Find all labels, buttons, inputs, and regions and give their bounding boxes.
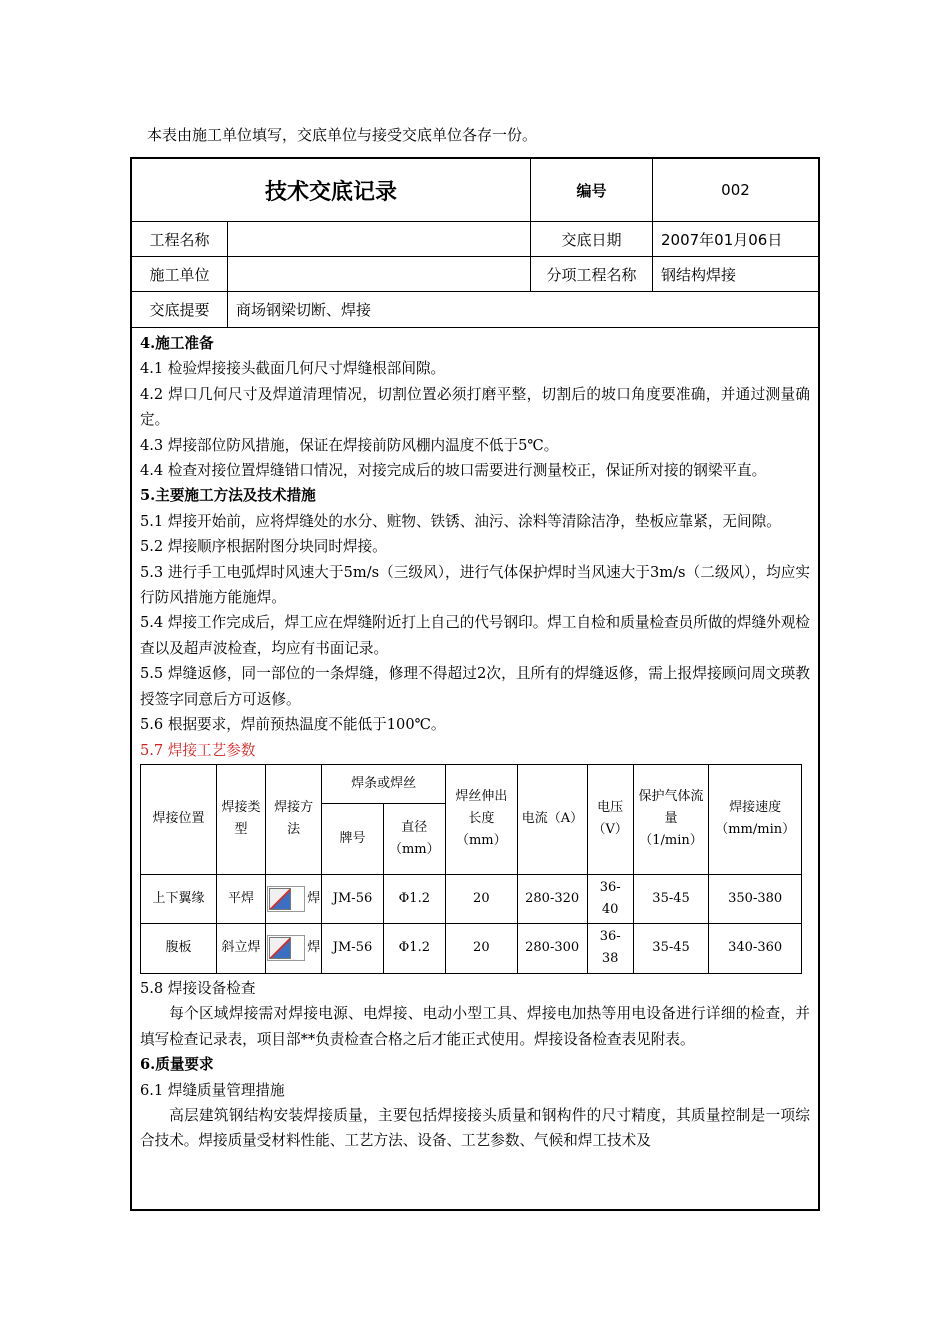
method-text: 焊 — [307, 890, 321, 906]
form-title: 技术交底记录 — [264, 179, 397, 205]
table-row — [141, 923, 802, 973]
th-current: 电流（A） — [517, 764, 587, 874]
cell-voltage: 36-40 — [587, 874, 633, 923]
briefing-content — [140, 331, 810, 1154]
th-voltage: 电压（V） — [587, 764, 633, 874]
section-5-4: 5.4 焊接工作完成后，焊工应在焊缝附近打上自己的代号钢印。焊工自检和质量检查员所做的焊缝外观检查以及超声波检查，均应有书面记录。 — [140, 614, 810, 657]
th-brand: 牌号 — [322, 803, 383, 874]
method-text: 焊 — [307, 940, 321, 956]
section-6-1-title: 6.1 焊缝质量管理措施 — [140, 1081, 285, 1099]
section-4-1: 4.1 检验焊接接头截面几何尺寸焊缝根部间隙。 — [140, 360, 446, 378]
cell-type: 斜立焊 — [217, 923, 266, 973]
welding-parameter-table — [140, 764, 802, 974]
cell-current: 280-300 — [517, 923, 587, 973]
summary-value: 商场钢梁切断、焊接 — [227, 292, 818, 327]
cell-stickout: 20 — [445, 874, 517, 923]
number-label: 编号 — [530, 159, 652, 221]
contractor-label: 施工单位 — [149, 265, 210, 284]
section-5-7-title: 5.7 焊接工艺参数 — [140, 741, 256, 759]
cell-gas: 35-45 — [633, 874, 709, 923]
summary-row — [132, 292, 818, 328]
section-5-title: 5.主要施工方法及技术措施 — [140, 487, 316, 505]
th-diameter: 直径（mm） — [383, 803, 445, 874]
cell-position: 上下翼缘 — [141, 874, 217, 923]
title-row — [132, 159, 818, 222]
section-4-title: 4.施工准备 — [140, 335, 214, 352]
form-instruction-note: 本表由施工单位填写，交底单位与接受交底单位各存一份。 — [147, 126, 538, 144]
section-4-2: 4.2 焊口几何尺寸及焊道清理情况，切割位置必须打磨平整，切割后的坡口角度要准确，并通过测量确定。 — [140, 385, 810, 429]
cell-type: 平焊 — [217, 874, 266, 923]
section-5-8-text: 每个区域焊接需对焊接电源、电焊接、电动小型工具、焊接电加热等用电设备进行详细的检查，并填写检查记录表，项目部**负责检查合格之后才能正式使用。焊接设备检查表见附表。 — [140, 1005, 810, 1048]
th-type: 焊接类型 — [217, 764, 266, 874]
cell-speed: 340-360 — [709, 923, 802, 973]
section-5-3: 5.3 进行手工电弧焊时风速大于5m/s（三级风），进行气体保护焊时当风速大于3m/s（二级风），均应实行防风措施方能施焊。 — [140, 563, 810, 607]
section-4-4: 4.4 检查对接位置焊缝错口情况，对接完成后的坡口需要进行测量校正，保证所对接的钢梁平直。 — [140, 462, 767, 480]
table-header-row — [141, 764, 802, 803]
section-5-8-title: 5.8 焊接设备检查 — [140, 979, 256, 997]
subproject-label: 分项工程名称 — [530, 257, 652, 291]
project-name-label: 工程名称 — [149, 230, 210, 249]
summary-label: 交底提要 — [149, 301, 210, 319]
cell-diameter: Φ1.2 — [383, 923, 445, 973]
th-stickout: 焊丝伸出长度（mm） — [445, 764, 517, 874]
cell-stickout: 20 — [445, 923, 517, 973]
cell-brand: JM-56 — [322, 923, 383, 973]
date-value: 2007年01月06日 — [652, 222, 818, 256]
contractor-value — [227, 257, 530, 291]
cell-brand: JM-56 — [322, 874, 383, 923]
section-4-3: 4.3 焊接部位防风措施，保证在焊接前防风棚内温度不低于5℃。 — [140, 436, 559, 454]
cell-position: 腹板 — [141, 923, 217, 973]
tech-briefing-form — [130, 157, 820, 1211]
section-6-1-text: 高层建筑钢结构安装焊接质量，主要包括焊接接头质量和钢构件的尺寸精度，其质量控制是一项综合技术。焊接质量受材料性能、工艺方法、设备、工艺参数、气候和焊工技术及 — [140, 1106, 810, 1150]
table-row — [141, 874, 802, 923]
section-5-6: 5.6 根据要求，焊前预热温度不能低于100℃。 — [140, 716, 446, 734]
cell-method — [266, 874, 322, 923]
cell-voltage: 36-38 — [587, 923, 633, 973]
number-value: 002 — [652, 159, 818, 221]
section-5-1: 5.1 焊接开始前，应将焊缝处的水分、赃物、铁锈、油污、涂料等清除洁净，垫板应靠紧，无间隙。 — [140, 512, 781, 530]
subproject-value: 钢结构焊接 — [652, 257, 818, 291]
welding-image-icon — [267, 886, 305, 912]
cell-speed: 350-380 — [709, 874, 802, 923]
section-5-5: 5.5 焊缝返修，同一部位的一条焊缝，修理不得超过2次，且所有的焊缝返修，需上报焊接顾问周文瑛教授签字同意后方可返修。 — [140, 665, 810, 708]
cell-gas: 35-45 — [633, 923, 709, 973]
th-rod-group: 焊条或焊丝 — [322, 764, 446, 803]
section-6-title: 6.质量要求 — [140, 1056, 214, 1074]
project-row — [132, 222, 818, 257]
th-gas: 保护气体流量（1/min） — [633, 764, 709, 874]
th-speed: 焊接速度（mm/min） — [709, 764, 802, 874]
project-name-value — [227, 222, 530, 256]
date-label: 交底日期 — [530, 222, 652, 256]
cell-method — [266, 923, 322, 973]
th-method: 焊接方法 — [266, 764, 322, 874]
cell-diameter: Φ1.2 — [383, 874, 445, 923]
contractor-row — [132, 257, 818, 292]
section-5-2: 5.2 焊接顺序根据附图分块同时焊接。 — [140, 538, 387, 556]
th-position: 焊接位置 — [141, 764, 217, 874]
cell-current: 280-320 — [517, 874, 587, 923]
welding-image-icon — [267, 935, 305, 961]
